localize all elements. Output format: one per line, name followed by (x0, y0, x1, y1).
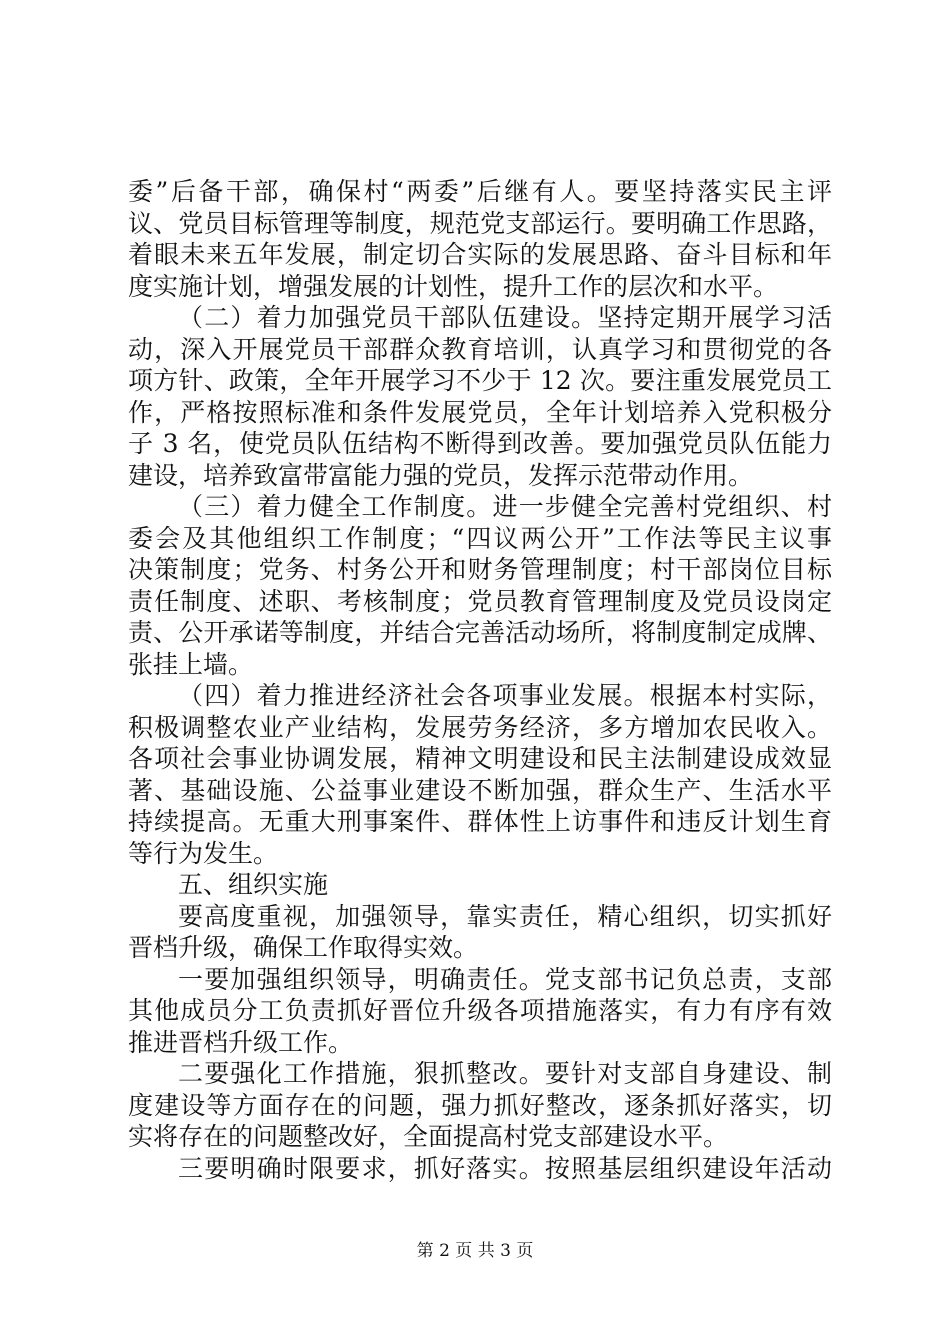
text-line: 建设，培养致富带富能力强的党员，发挥示范带动作用。 (128, 460, 754, 490)
text-line: （三）着力健全工作制度。进一步健全完善村党组织、村 (178, 492, 832, 521)
text-line: 度建设等方面存在的问题，强力抓好整改，逐条抓好落实，切 (128, 1090, 832, 1120)
text-line: 张挂上墙。 (128, 649, 254, 679)
text-line: 责、公开承诺等制度，并结合完善活动场所，将制度制定成牌、 (128, 618, 832, 647)
text-line: 动，深入开展党员干部群众教育培训，认真学习和贯彻党的各 (128, 334, 832, 364)
text-line: 积极调整农业产业结构，发展劳务经济，多方增加农民收入。 (128, 712, 832, 742)
text-line: 委”后备干部，确保村“两委”后继有人。要坚持落实民主评 (128, 177, 832, 206)
text-line: 子 3 名，使党员队伍结构不断得到改善。要加强党员队伍能力 (128, 429, 832, 458)
text-line: 要高度重视，加强领导，靠实责任，精心组织，切实抓好 (178, 901, 832, 931)
text-line: 着眼未来五年发展，制定切合实际的发展思路、奋斗目标和年 (128, 240, 832, 269)
text-line: 度实施计划，增强发展的计划性，提升工作的层次和水平。 (128, 271, 779, 301)
text-line: 晋档升级，确保工作取得实效。 (128, 933, 479, 962)
document-body (128, 176, 832, 1184)
text-line: （二）着力加强党员干部队伍建设。坚持定期开展学习活 (178, 303, 832, 332)
text-line: 议、党员目标管理等制度，规范党支部运行。要明确工作思路， (128, 208, 832, 238)
text-line: 推进晋档升级工作。 (128, 1027, 354, 1057)
text-line: 作，严格按照标准和条件发展党员，全年计划培养入党积极分 (128, 397, 832, 427)
text-line: 委会及其他组织工作制度；“四议两公开”工作法等民主议事 (128, 523, 832, 553)
text-line: 持续提高。无重大刑事案件、群体性上访事件和违反计划生育 (128, 807, 832, 836)
text-line: 项方针、政策，全年开展学习不少于 12 次。要注重发展党员工 (128, 366, 832, 395)
text-line: 各项社会事业协调发展，精神文明建设和民主法制建设成效显 (128, 744, 832, 773)
text-line: 五、组织实施 (178, 870, 329, 899)
text-line: 三要明确时限要求，抓好落实。按照基层组织建设年活动 (178, 1153, 832, 1183)
text-line: （四）着力推进经济社会各项事业发展。根据本村实际， (178, 681, 832, 710)
text-line: 实将存在的问题整改好，全面提高村党支部建设水平。 (128, 1122, 729, 1151)
text-line: 等行为发生。 (128, 838, 279, 868)
text-line: 著、基础设施、公益事业建设不断加强，群众生产、生活水平 (128, 775, 832, 805)
text-line: 其他成员分工负责抓好晋位升级各项措施落实，有力有序有效 (128, 996, 832, 1025)
page-footer: 第 2 页 共 3 页 (416, 1241, 534, 1261)
text-line: 一要加强组织领导，明确责任。党支部书记负总责，支部 (178, 964, 832, 994)
text-line: 二要强化工作措施，狠抓整改。要针对支部自身建设、制 (178, 1059, 832, 1088)
text-line: 责任制度、述职、考核制度；党员教育管理制度及党员设岗定 (128, 586, 832, 616)
text-line: 决策制度；党务、村务公开和财务管理制度；村干部岗位目标 (128, 555, 832, 584)
